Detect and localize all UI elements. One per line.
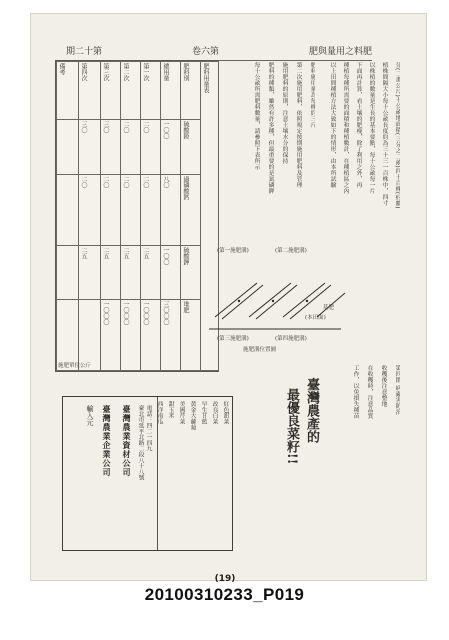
table-row: 二〇 二〇 二〇 二〇 八〇 過磷酸鈣 [57,174,219,245]
middle-column-3: 施用肥料的原則，注意土壤水分的保持 [281,62,287,164]
volume-number: 卷六第 [191,46,219,57]
diagram-label-1: (第一施肥溝) [217,248,249,254]
ad-product-3: 早生甘藍 [200,401,206,425]
ad-phone: 電話：四二一四九 [145,405,151,452]
lower-right-column-3: 在收穫時，注意品質 [366,365,372,419]
middle-column-1: 肥料施用量為每株約三斤 [309,62,315,128]
ad-product-6: 甜玉米 [167,401,173,419]
page-header [66,40,372,61]
slogan-line-1: 臺灣農產的 [304,378,319,443]
ad-product-5: 美國芹菜 [178,401,184,425]
slogan [274,378,319,518]
diagram-label-4: (第四施肥溝) [275,336,307,342]
middle-column-4: 肥料的種類，雖然有許多種，但最重要的是氮磷鉀 [267,62,273,194]
ad-product-2: 改良白菜 [211,401,217,425]
ad-product-1: 紅色甜菜 [222,401,228,425]
page-number: (19) [214,574,236,584]
middle-text-block [220,62,315,234]
lower-right-text [320,365,400,515]
lower-right-column-1: 第四節 病蟲害防治 [394,365,400,416]
table-header-4th: 第四次 [79,62,101,120]
diagram-label-5: 基肥 [323,305,335,311]
table-title: 肥料用量表 [201,62,219,371]
table-header-type: 肥料別 [181,62,201,120]
middle-column-2: 第二次施用肥料，依照規定按期施用肥料及管理 [295,62,301,188]
right-column-5: 種植每種所需要的面積和種植數計，在種植區之內 [342,62,348,194]
ad-intro: 輸入元 [86,405,94,426]
right-column-2: 植株間隔大小每十公畝長度約為三十三一百株中，四寸 [381,62,387,206]
table-row: 三〇 三〇 二〇 二〇 一〇〇 硫酸錏 [57,120,219,175]
right-column-3: 以株植的數量是生長的基本要點，每十公畝每一片 [368,62,374,194]
right-column-6: 以上田間種植方法大致如下的情形，由本所試驗 [329,62,335,188]
ad-products [157,397,232,550]
issue-number: 期二十第 [66,46,103,57]
table-header-remark: 備考 [57,62,79,120]
section-title: 肥與量用之料肥 [308,46,372,57]
fertilizer-diagram [205,243,352,358]
table-header-1st: 第一次 [141,62,161,120]
right-column-4: 下面再計算，看土壤的肥瘦，除了利用之外，再 [355,62,361,188]
table-header-total: 總用量 [161,62,181,120]
table-row: 一〇〇〇 一〇〇〇 一〇〇〇 三〇〇〇 堆肥 [57,300,219,371]
middle-column-5: 每十公畝所需肥料數量，請參照下表所示 [253,62,259,170]
image-caption: 20100310233_P019 [144,585,305,604]
diagram-label-6: (本田面) [305,315,326,321]
right-column-1: 分(二畫公尺)十公畝地面積(三分之二畝)四十百株(約數) [394,62,400,209]
table-header-2nd: 第二次 [121,62,141,120]
ad-company-1: 臺灣農業企業公司 [102,405,112,477]
lower-right-column-2: 收穫後注意整地 [380,365,386,407]
table-header-3rd: 第三次 [101,62,121,120]
table-row: 二五 二五 二五 二五 一〇〇 硫酸鉀 [57,245,219,300]
ad-product-7: 西洋南瓜 [156,401,162,425]
ad-company-2: 臺灣農業資材公司 [122,405,132,477]
fertilizer-table [55,60,219,372]
diagram-label-3: (第三施肥溝) [217,336,249,342]
advertisement-box [62,396,233,551]
ad-address: 臺北市延平北路二段八十八號 [137,405,143,481]
table-footnote: 施肥單位公斤 [58,363,92,369]
diagram-caption: 施肥溝位置圖 [243,347,277,353]
lower-right-column-4: 工作，以免損失種苗 [352,365,358,419]
right-text-block [320,62,400,234]
ad-product-4: 黃金大蘿蔔 [189,401,195,430]
diagram-label-2: (第二施肥溝) [275,248,307,254]
slogan-line-2: 最優良菜籽!! [284,388,299,465]
